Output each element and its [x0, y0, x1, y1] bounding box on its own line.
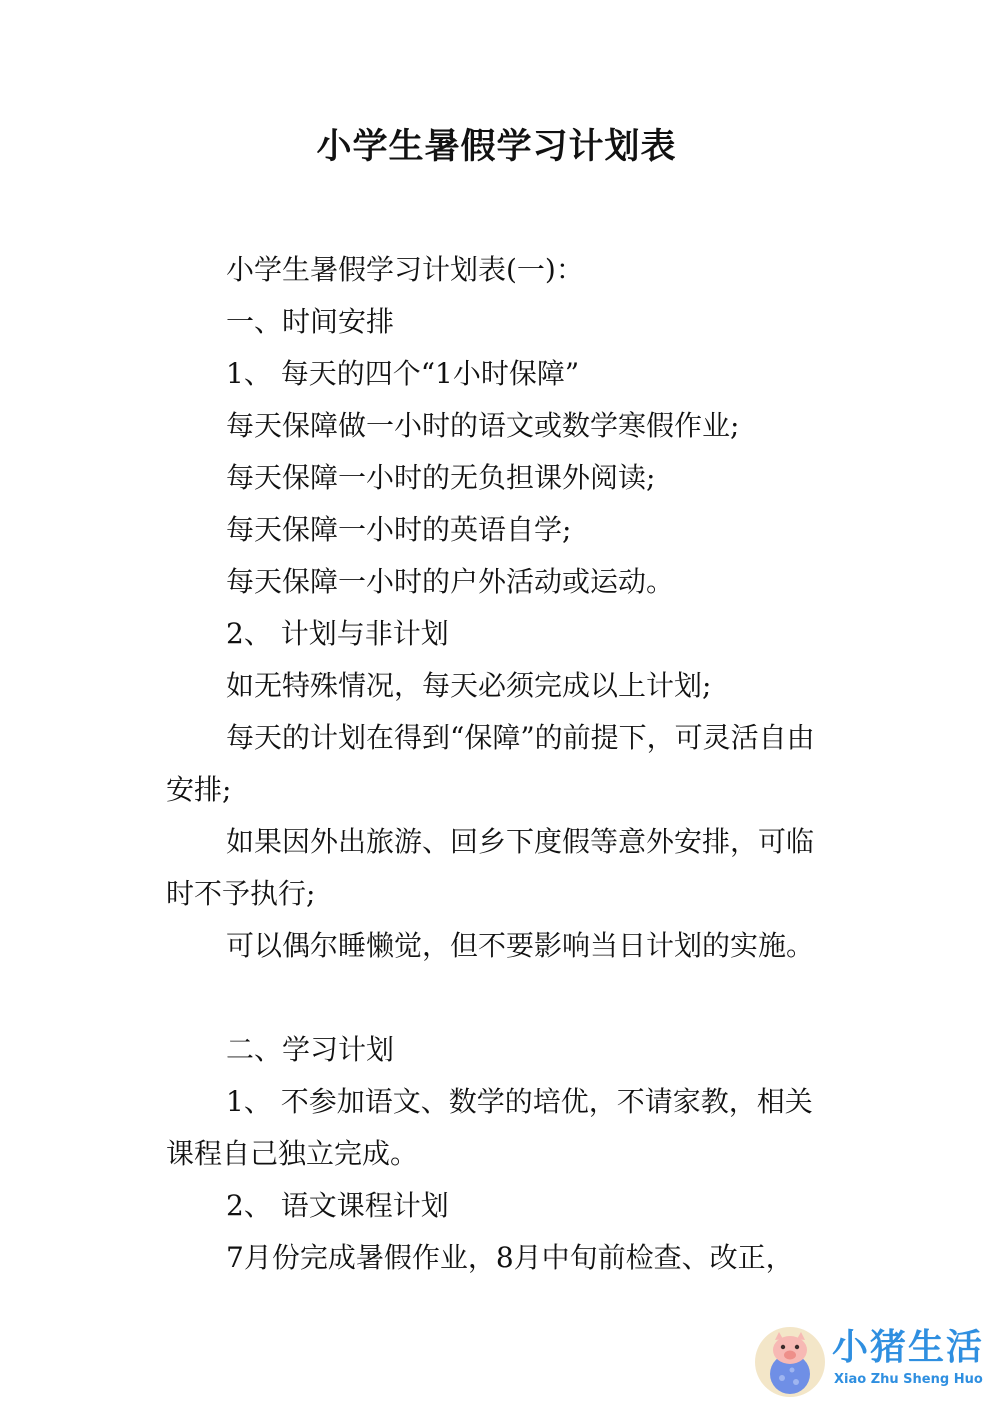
paragraph: 每天保障一小时的英语自学;	[226, 513, 572, 546]
list-item-heading: 2、 语文课程计划	[226, 1189, 449, 1222]
paragraph: 如无特殊情况，每天必须完成以上计划;	[226, 669, 712, 702]
list-item-heading: 1、 每天的四个“1小时保障”	[226, 357, 580, 390]
page-title: 小学生暑假学习计划表	[316, 127, 677, 167]
paragraph: 7月份完成暑假作业，8月中旬前检查、改正，	[226, 1241, 794, 1274]
paragraph: 每天保障一小时的无负担课外阅读;	[226, 461, 656, 494]
brand-name-en: Xiao Zhu Sheng Huo	[834, 1372, 983, 1387]
section-heading-study: 二、学习计划	[226, 1033, 395, 1066]
brand-logo	[752, 1318, 992, 1398]
blank-line	[166, 972, 830, 1024]
paragraph: 每天的计划在得到“保障”的前提下，可灵活自由安排;	[166, 721, 815, 806]
brand-name-cn: 小猪生活	[832, 1327, 985, 1368]
list-item-heading: 2、 计划与非计划	[226, 617, 449, 650]
section-heading-time: 一、时间安排	[226, 305, 395, 338]
paragraph: 如果因外出旅游、回乡下度假等意外安排，可临时不予执行;	[166, 825, 815, 910]
document-body	[166, 244, 830, 1284]
paragraph-subtitle: 小学生暑假学习计划表(一)：	[226, 253, 584, 286]
paragraph: 每天保障做一小时的语文或数学寒假作业;	[226, 409, 740, 442]
paragraph: 每天保障一小时的户外活动或运动。	[226, 565, 675, 598]
pig-mascot-icon	[752, 1322, 828, 1398]
paragraph: 可以偶尔睡懒觉，但不要影响当日计划的实施。	[226, 929, 815, 962]
list-item-heading: 1、 不参加语文、数学的培优，不请家教，相关课程自己独立完成。	[166, 1085, 813, 1170]
